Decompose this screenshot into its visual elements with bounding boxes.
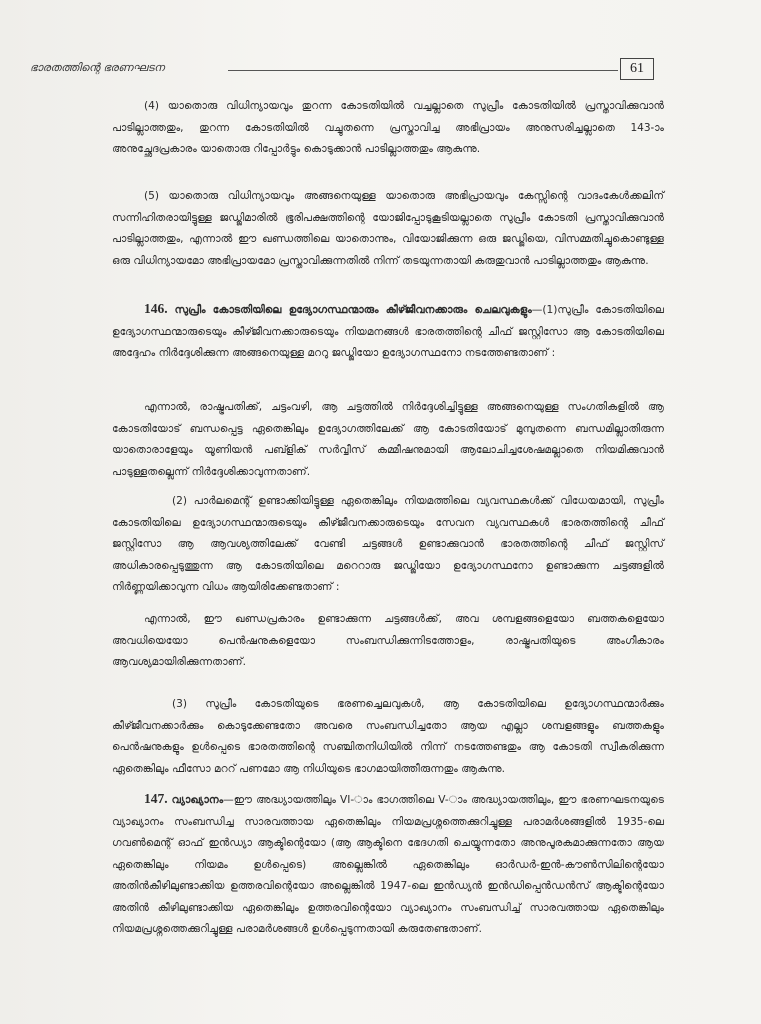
paragraph-144-5: (5) യാതൊരു വിധിന്യായവും അങ്ങനെയുള്ള യാതൊരു അഭിപ്രായവും കേസ്സിന്റെ വാദംകേൾക്കലിന് സന്നിഹിതരായിട്ടുള്ള ജഡ്ജിമാരിൽ ഭൂരിപക്ഷത്തിന്റെ യോജിപ്പോടുകൂടിയല്ലാതെ സുപ്രീം കോടതി പ്രസ്താവിക്കുവാൻ പാടില്ലാത്തതും, എന്നാൽ ഈ ഖണ്ഡത്തിലെ യാതൊന്നും, വിയോജിക്കുന്ന ഒരു ജഡ്ജിയെ, വിസമ്മതിച്ചുകൊണ്ടുള്ള ഒരു വിധിന്യായമോ അഭിപ്രായമോ പ്രസ്താവിക്കുന്നതിൽ നിന്ന് തടയുന്നതായി കരുതുവാൻ പാടില്ലാത്തതും ആകുന്നു.: [112, 190, 664, 267]
paragraph-146-2: (2) പാർലമെന്റ് ഉണ്ടാക്കിയിട്ടുള്ള ഏതെങ്കിലും നിയമത്തിലെ വ്യവസ്ഥകൾക്ക് വിധേയമായി, സുപ്രീം കോടതിയിലെ ഉദ്യോഗസ്ഥന്മാരുടെയും കീഴ്ജീവനക്കാരുടെയും സേവന വ്യവസ്ഥകൾ ഭാരതത്തിന്റെ ചീഫ് ജസ്റ്റിസോ ആ ആവശ്യത്തിലേക്ക് വേണ്ടി ചട്ടങ്ങൾ ഉണ്ടാക്കുവാൻ ഭാരതത്തിന്റെ ചീഫ് ജസ്റ്റിസ് അധികാരപ്പെടുത്തുന്ന ആ കോടതിയിലെ മറെറാരു ജഡ്ജിയോ ഉദ്യോഗസ്ഥനോ ഉണ്ടാക്കുന്ന ചട്ടങ്ങളിൽ നിർണ്ണയിക്കാവുന്ന വിധം ആയിരിക്കേണ്ടതാണ് :: [112, 495, 664, 593]
section-number: 147.: [144, 791, 168, 806]
page-number: 61: [620, 58, 654, 80]
proviso-146-1: എന്നാൽ, രാഷ്ട്രപതിക്ക്, ചട്ടംവഴി, ആ ചട്ടത്തിൽ നിർദ്ദേശിച്ചിട്ടുള്ള അങ്ങനെയുള്ള സംഗതികളിൽ ആ കോടതിയോട് ബന്ധപ്പെട്ട ഏതെങ്കിലും ഉദ്യോഗത്തിലേക്ക് ആ കോടതിയോട് മുമ്പുതന്നെ ബന്ധമില്ലാതിരുന്ന യാതൊരാളേയും യൂണിയൻ പബ്ളിക് സർവ്വീസ് കമ്മീഷനുമായി ആലോചിച്ചശേഷമല്ലാതെ നിയമിക്കുവാൻ പാടുള്ളതല്ലെന്ന് നിർദ്ദേശിക്കാവുന്നതാണ്.: [112, 401, 664, 478]
section-number: 146.: [144, 301, 168, 316]
section-147: [112, 788, 664, 941]
running-head: ഭാരതത്തിന്റെ ഭരണഘടന: [30, 61, 165, 74]
section-title: സുപ്രീം കോടതിയിലെ ഉദ്യോഗസ്ഥന്മാരും കീഴ്ജീവനക്കാരും ചെലവുകളും: [174, 304, 532, 316]
header-rule: [228, 70, 618, 71]
paragraph-146-3: (3) സുപ്രീം കോടതിയുടെ ഭരണച്ചെലവുകൾ, ആ കോടതിയിലെ ഉദ്യോഗസ്ഥന്മാർക്കും കീഴ്ജീവനക്കാർക്കും കൊടുക്കേണ്ടതോ അവരെ സംബന്ധിച്ചതോ ആയ എല്ലാ ശമ്പളങ്ങളും ബത്തകളും പെൻഷനുകളും ഉൾപ്പെടെ ഭാരതത്തിന്റെ സഞ്ചിതനിധിയിൽ നിന്ന് നടത്തേണ്ടതും ആ കോടതി സ്വീകരിക്കുന്ന ഏതെങ്കിലും ഫീസോ മററ് പണമോ ആ നിധിയുടെ ഭാഗമായിത്തീരുന്നതും ആകുന്നു.: [112, 698, 664, 775]
section-title: വ്യാഖ്യാനം: [171, 794, 224, 806]
proviso-146-2: എന്നാൽ, ഈ ഖണ്ഡപ്രകാരം ഉണ്ടാക്കുന്ന ചട്ടങ്ങൾക്ക്, അവ ശമ്പളങ്ങളെയോ ബത്തകളെയോ അവധിയെയോ പെൻഷനുകളെയോ സംബന്ധിക്കുന്നിടത്തോളം, രാഷ്ട്രപതിയുടെ അംഗീകാരം ആവശ്യമായിരിക്കുന്നതാണ്.: [112, 613, 664, 668]
section-146: [112, 298, 664, 365]
page-header: [30, 58, 655, 82]
section-body: —ഈ അദ്ധ്യായത്തിലും VI-ാം ഭാഗത്തിലെ V-ാം അദ്ധ്യായത്തിലും, ഈ ഭരണഘടനയുടെ വ്യാഖ്യാനം സംബന്ധിച്ച സാരവത്തായ ഏതെങ്കിലും നിയമപ്രശ്നത്തെക്കുറിച്ചുള്ള പരാമർശങ്ങളിൽ 1935-ലെ ഗവൺമെന്റ് ഓഫ് ഇൻഡ്യാ ആക്ടിന്റെയോ (ആ ആക്ടിനെ ഭേദഗതി ചെയ്യുന്നതോ അനുപൂരകമാക്കുന്നതോ ആയ ഏതെങ്കിലും നിയമം ഉൾപ്പെടെ) അല്ലെങ്കിൽ ഏതെങ്കിലും ഓർഡർ-ഇൻ-കൗൺസിലിന്റെയോ അതിൻകീഴിലുണ്ടാക്കിയ ഉത്തരവിന്റെയോ അല്ലെങ്കിൽ 1947-ലെ ഇൻഡ്യൻ ഇൻഡിപ്പെൻഡൻസ് ആക്ടിന്റെയോ അതിൻ കീഴിലുണ്ടാക്കിയ ഏതെങ്കിലും ഉത്തരവിന്റെയോ വ്യാഖ്യാനം സംബന്ധിച്ച് സാരവത്തായ ഏതെങ്കിലും നിയമപ്രശ്നത്തെക്കുറിച്ചുള്ള പരാമർശങ്ങൾ ഉൾപ്പെടുന്നതായി കരുതേണ്ടതാണ്.: [112, 794, 664, 935]
section-body: —(1)സുപ്രീം കോടതിയിലെ ഉദ്യോഗസ്ഥന്മാരുടെയും കീഴ്ജീവനക്കാരുടെയും നിയമനങ്ങൾ ഭാരതത്തിന്റെ ചീഫ് ജസ്റ്റിസോ ആ കോടതിയിലെ അദ്ദേഹം നിർദ്ദേശിക്കുന്ന അങ്ങനെയുള്ള മററു ജഡ്ജിയോ ഉദ്യോഗസ്ഥനോ നടത്തേണ്ടതാണ് :: [112, 304, 664, 359]
paragraph-144-4: (4) യാതൊരു വിധിന്യായവും തുറന്ന കോടതിയിൽ വച്ചല്ലാതെ സുപ്രീം കോടതിയിൽ പ്രസ്താവിക്കുവാൻ പാടില്ലാത്തതും, തുറന്ന കോടതിയിൽ വച്ചുതന്നെ പ്രസ്താവിച്ച അഭിപ്രായം അനുസരിച്ചല്ലാതെ 143-ാം അനുച്ഛേദപ്രകാരം യാതൊരു റിപ്പോർട്ടും കൊടുക്കാൻ പാടില്ലാത്തതും ആകുന്നു.: [112, 100, 664, 155]
